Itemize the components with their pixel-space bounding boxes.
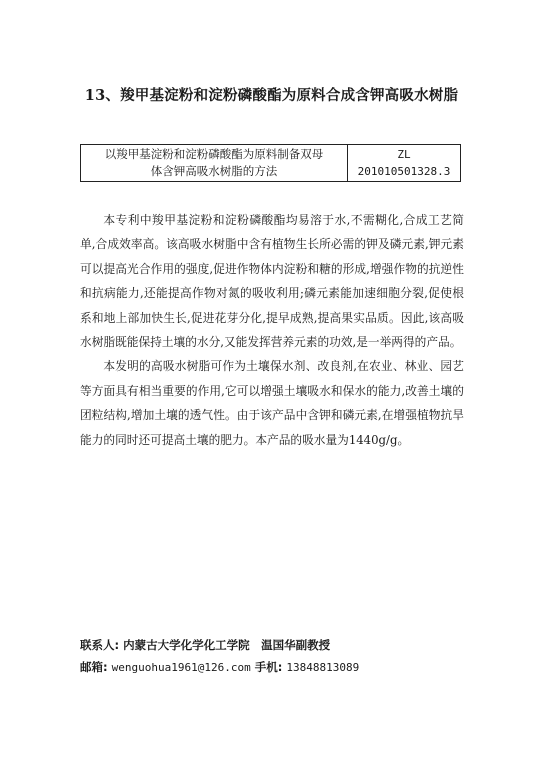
email-value[interactable]: wenguohua1961@126.com	[111, 661, 251, 674]
contact-person-label: 联系人:	[80, 638, 120, 652]
patent-number: 201010501328.3	[357, 165, 451, 178]
description-paragraph-2: 本发明的高吸水树脂可作为土壤保水剂、改良剂,在农业、林业、园艺等方面具有相当重要的作用,它可以增强土壤吸水和保水的能力,改善土壤的团粒结构,增加土壤的透气性。由于该产品中含钾和磷元素,在增强植物抗旱能力的同时还可提高土壤的肥力。本产品的吸水量为1440g/g。	[80, 359, 464, 447]
patent-info-table	[80, 144, 461, 182]
phone-value: 13848813089	[286, 661, 360, 674]
table-row	[81, 145, 461, 182]
phone-label: 手机:	[254, 660, 283, 674]
page-title: 13、羧甲基淀粉和淀粉磷酸酯为原料合成含钾高吸水树脂	[84, 87, 459, 104]
contact-email-line	[80, 659, 500, 675]
contact-person-value: 内蒙古大学化学化工学院 温国华副教授	[123, 638, 331, 652]
email-label: 邮箱:	[80, 660, 108, 674]
patent-number-cell	[348, 145, 461, 182]
contact-person-line	[80, 637, 500, 653]
description-paragraph-1: 本专利中羧甲基淀粉和淀粉磷酸酯均易溶于水,不需糊化,合成工艺简单,合成效率高。该高吸水树脂中含有植物生长所必需的钾及磷元素,钾元素可以提高光合作用的强度,促进作物体内淀粉和糖的形成,增强作物的抗逆性和抗病能力,还能提高作物对氮的吸收利用;磷元素能加速细胞分裂,促使根系和地上部加快生长,促进花芽分化,提早成熟,提高果实品质。因此,该高吸水树脂既能保持土壤的水分,又能发挥营养元素的功效,是一举两得的产品。	[80, 213, 464, 350]
description-body	[80, 208, 464, 452]
patent-name-line2: 体含钾高吸水树脂的方法	[150, 164, 278, 178]
patent-name-line1: 以羧甲基淀粉和淀粉磷酸酯为原料制备双母	[104, 147, 324, 161]
patent-name-cell	[81, 145, 348, 182]
patent-number-prefix: ZL	[397, 148, 411, 161]
